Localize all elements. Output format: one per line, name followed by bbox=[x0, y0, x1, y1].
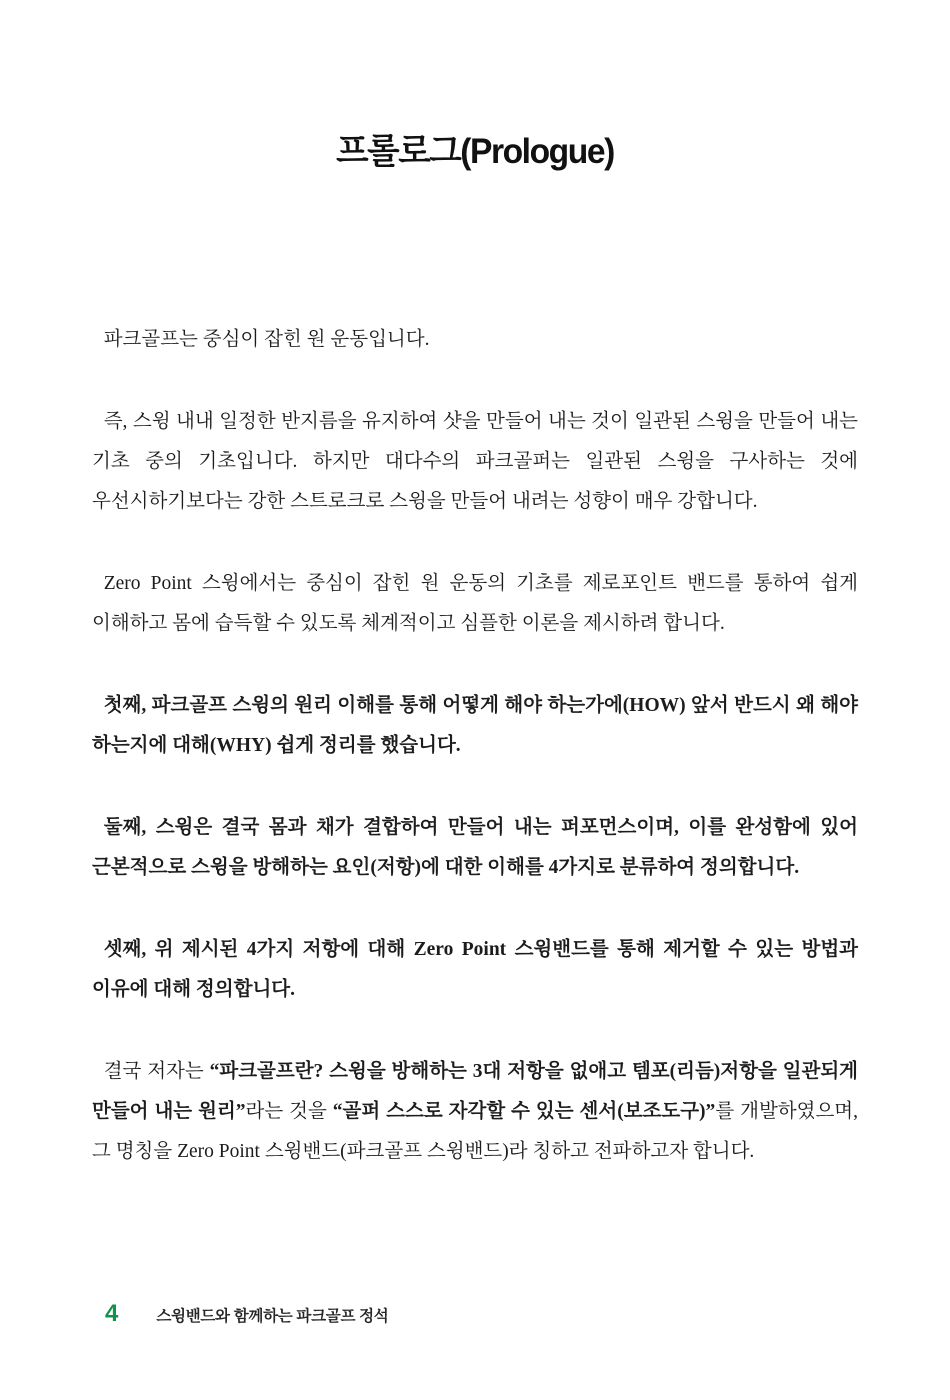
paragraph-run: 셋째, 위 제시된 4가지 저항에 대해 Zero Point 스윙밴드를 통해 제거할 수 있는 방법과 이유에 대해 정의합니다. bbox=[92, 939, 858, 1000]
body-text bbox=[92, 320, 858, 1214]
paragraph-run: Zero Point 스윙에서는 중심이 잡힌 원 운동의 기초를 제로포인트 밴드를 통하여 쉽게 이해하고 몸에 습득할 수 있도록 체계적이고 심플한 이론을 제시하려 합니다. bbox=[92, 573, 858, 634]
paragraph-run: 라는 것을 bbox=[245, 1101, 333, 1122]
page-title: 프롤로그(Prologue) bbox=[336, 132, 614, 171]
page-footer bbox=[105, 1300, 388, 1328]
paragraph-run: 파크골프는 중심이 잡힌 원 운동입니다. bbox=[103, 329, 430, 350]
paragraph-run: 둘째, 스윙은 결국 몸과 채가 결합하여 만들어 내는 퍼포먼스이며, 이를 완성함에 있어 근본적으로 스윙을 방해하는 요인(저항)에 대한 이해를 4가지로 분류하여 정의합니다. bbox=[92, 817, 858, 878]
paragraph bbox=[92, 930, 858, 1010]
book-title: 스윙밴드와 함께하는 파크골프 정석 bbox=[156, 1308, 389, 1325]
paragraph bbox=[92, 564, 858, 644]
paragraph-run: “골퍼 스스로 자각할 수 있는 센서(보조도구)” bbox=[332, 1101, 716, 1122]
paragraph-run: 결국 저자는 bbox=[103, 1061, 210, 1082]
paragraph bbox=[92, 686, 858, 766]
paragraph-run: 첫째, 파크골프 스윙의 원리 이해를 통해 어떻게 해야 하는가에(HOW) 앞서 반드시 왜 해야 하는지에 대해(WHY) 쉽게 정리를 했습니다. bbox=[92, 695, 858, 756]
paragraph bbox=[92, 808, 858, 888]
paragraph bbox=[92, 402, 858, 522]
paragraph-run: “파크골프란? 스윙을 방해하는 3대 저항을 없애고 템포(리듬)저항을 일관되게 만들어 내는 원리” bbox=[92, 1061, 858, 1122]
paragraph bbox=[92, 1052, 858, 1172]
paragraph-run: 를 개발하였으며, 그 명칭을 Zero Point 스윙밴드(파크골프 스윙밴드)라 칭하고 전파하고자 합니다. bbox=[92, 1101, 859, 1162]
paragraph bbox=[92, 320, 858, 360]
paragraph-run: 즉, 스윙 내내 일정한 반지름을 유지하여 샷을 만들어 내는 것이 일관된 스윙을 만들어 내는 기초 중의 기초입니다. 하지만 대다수의 파크골퍼는 일관된 스윙을 구사하는 것에 우선시하기보다는 강한 스트로크로 스윙을 만들어 내려는 성향이 매우 강합니다. bbox=[92, 411, 858, 512]
page-number: 4 bbox=[105, 1300, 119, 1327]
